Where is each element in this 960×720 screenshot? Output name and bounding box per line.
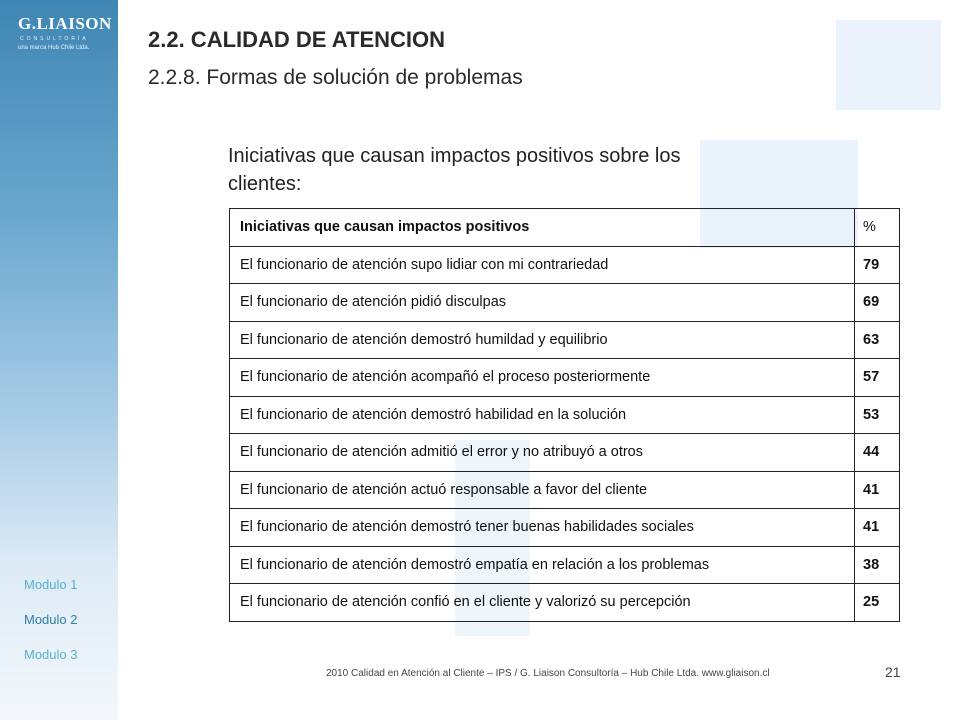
nav-modulo-2[interactable]: Modulo 2 [24, 612, 78, 627]
table-row [230, 434, 900, 472]
table-row [230, 246, 900, 284]
table-row [230, 396, 900, 434]
row-value: 41 [855, 471, 900, 509]
section-subtitle: 2.2.8. Formas de solución de problemas [148, 66, 523, 89]
logo-line2: una marca Hub Chile Ltda. [18, 45, 90, 51]
row-label: El funcionario de atención actuó responsable a favor del cliente [230, 471, 855, 509]
row-value: 53 [855, 396, 900, 434]
row-label: El funcionario de atención supo lidiar con mi contrariedad [230, 246, 855, 284]
sidebar [0, 0, 118, 720]
header-label: Iniciativas que causan impactos positivos [230, 209, 855, 247]
table-row [230, 284, 900, 322]
row-label: El funcionario de atención demostró habilidad en la solución [230, 396, 855, 434]
row-label: El funcionario de atención admitió el error y no atribuyó a otros [230, 434, 855, 472]
row-value: 79 [855, 246, 900, 284]
row-label: El funcionario de atención demostró empatía en relación a los problemas [230, 546, 855, 584]
page-number: 21 [885, 664, 901, 680]
row-value: 69 [855, 284, 900, 322]
table-row [230, 359, 900, 397]
table-row [230, 509, 900, 547]
row-value: 63 [855, 321, 900, 359]
header-percent: % [855, 209, 900, 247]
row-value: 57 [855, 359, 900, 397]
row-value: 25 [855, 584, 900, 622]
table-row [230, 546, 900, 584]
row-label: El funcionario de atención demostró tener buenas habilidades sociales [230, 509, 855, 547]
intro-text: Iniciativas que causan impactos positivos sobre los clientes: [228, 145, 681, 195]
decorative-block [836, 20, 941, 110]
footer-text: 2010 Calidad en Atención al Cliente – IPS / G. Liaison Consultoría – Hub Chile Ltda. www.gliaison.cl [326, 668, 770, 679]
row-label: El funcionario de atención acompañó el proceso posteriormente [230, 359, 855, 397]
table-row [230, 471, 900, 509]
row-value: 44 [855, 434, 900, 472]
row-label: El funcionario de atención confió en el cliente y valorizó su percepción [230, 584, 855, 622]
initiatives-table [229, 208, 900, 622]
page-title: 2.2. CALIDAD DE ATENCION [148, 27, 446, 52]
table-header-row [230, 209, 900, 247]
table-row [230, 584, 900, 622]
table-row [230, 321, 900, 359]
logo-line1: CONSULTORÍA [20, 36, 89, 42]
company-logo [18, 14, 113, 54]
logo-name: G.LIAISON [18, 14, 112, 33]
row-value: 38 [855, 546, 900, 584]
row-value: 41 [855, 509, 900, 547]
nav-modulo-1[interactable]: Modulo 1 [24, 577, 78, 592]
nav-modulo-3[interactable]: Modulo 3 [24, 647, 78, 662]
row-label: El funcionario de atención demostró humildad y equilibrio [230, 321, 855, 359]
row-label: El funcionario de atención pidió disculpas [230, 284, 855, 322]
